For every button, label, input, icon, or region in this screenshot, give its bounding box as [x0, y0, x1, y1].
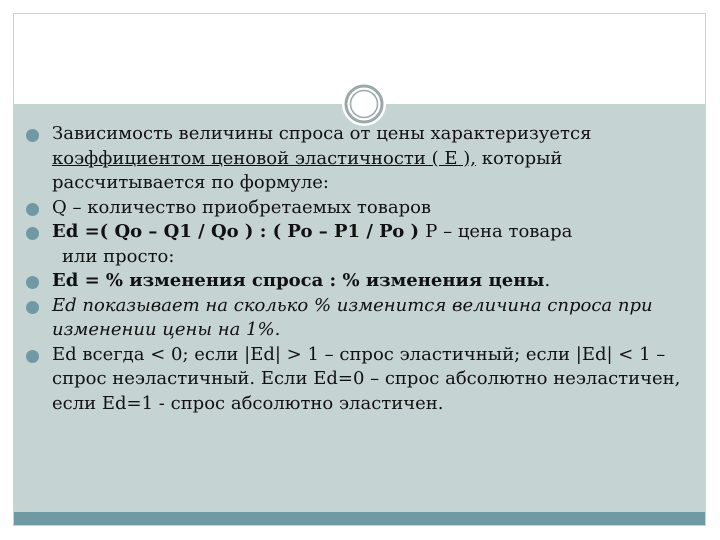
bullet-text: P – цена товара [425, 221, 573, 242]
formula-text: Ed = % изменения спроса : % изменения цены [52, 270, 545, 291]
list-item [22, 343, 682, 417]
bullet-text: Q – количество приобретаемых товаров [52, 196, 432, 218]
list-item [22, 196, 682, 221]
bullet-text: который рассчитывается по формуле: [52, 147, 563, 193]
bullet-icon [26, 276, 39, 289]
bullet-icon [26, 129, 39, 142]
bullet-icon [26, 227, 39, 240]
bullet-icon [26, 350, 39, 363]
list-item [22, 294, 682, 343]
list-item [22, 220, 682, 269]
list-item [22, 269, 682, 294]
bullet-text: Зависимость величины спроса от цены характеризуется [52, 123, 592, 144]
bullet-text: Ed всегда < 0; если |Ed| > 1 – спрос эластичный; если |Ed| < 1 – спрос неэластичный. Если Ed=0 – спрос абсолютно неэластичен, если Ed=1 - спрос абсолютно эластичен. [52, 343, 681, 414]
bullet-list [22, 122, 682, 416]
underlined-term: коэффициентом ценовой эластичности ( E ), [52, 147, 476, 169]
bullet-text: . [544, 270, 551, 291]
bullet-icon [26, 301, 39, 314]
formula-text: Ed =( Qo – Q1 / Qo ) : ( Po – P1 / Po ) [52, 221, 426, 242]
list-item [22, 122, 682, 196]
circle-ornament-icon [341, 81, 387, 127]
italic-text: Ed показывает на сколько % изменится величина спроса при изменении цены на 1%. [52, 294, 653, 340]
bottom-bar [14, 512, 705, 525]
bullet-icon [26, 203, 39, 216]
bullet-text: или просто: [62, 245, 175, 267]
